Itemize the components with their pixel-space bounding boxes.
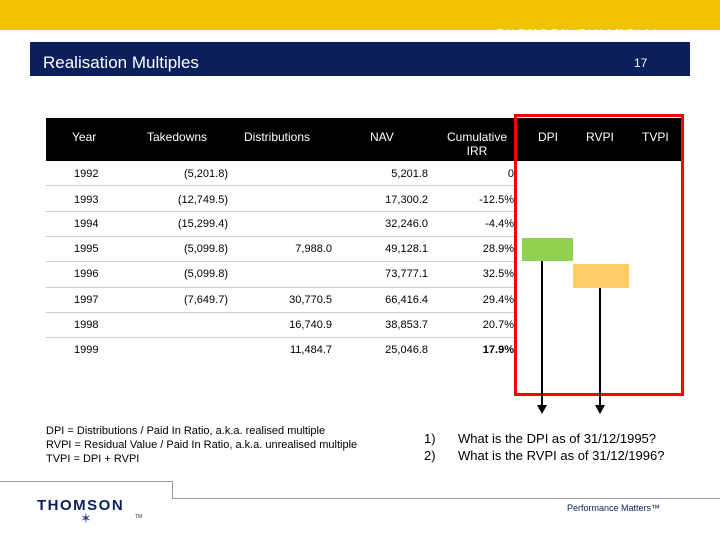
cumulative-irr-line1: Cumulative	[446, 130, 508, 144]
cell-irr: 20.7%	[482, 319, 514, 331]
rvpi-arrow-line	[599, 288, 601, 407]
question-2: What is the RVPI as of 31/12/1996?	[458, 448, 665, 463]
cell-nav: 73,777.1	[385, 268, 428, 280]
row-divider	[46, 185, 516, 186]
dpi-arrow-line	[541, 261, 543, 407]
page-number: 17	[634, 56, 648, 70]
question-1: What is the DPI as of 31/12/1995?	[458, 431, 657, 446]
row-divider	[46, 337, 516, 338]
cell-nav: 5,201.8	[391, 168, 428, 180]
col-header-nav: NAV	[370, 130, 394, 144]
col-header-tvpi: TVPI	[642, 130, 669, 144]
cell-nav: 25,046.8	[385, 344, 428, 356]
cell-irr: 0	[507, 168, 514, 180]
cell-takedowns: (5,099.8)	[183, 268, 228, 280]
brand-header-text: THOMSON FINANCIAL	[497, 28, 663, 39]
cell-takedowns: (15,299.4)	[177, 218, 228, 230]
cell-nav: 49,128.1	[385, 243, 428, 255]
footer-divider-left	[0, 481, 172, 482]
cell-nav: 17,300.2	[385, 194, 428, 206]
col-header-year: Year	[72, 130, 97, 144]
cell-year: 1993	[74, 194, 99, 206]
cell-year: 1997	[74, 294, 99, 306]
cell-distributions: 16,740.9	[289, 319, 332, 331]
cell-nav: 32,246.0	[385, 218, 428, 230]
cell-irr: 29.4%	[482, 294, 514, 306]
cell-irr: 32.5%	[482, 268, 514, 280]
cell-distributions: 30,770.5	[289, 294, 332, 306]
cell-year: 1999	[74, 344, 99, 356]
question-number-1: 1)	[424, 431, 436, 446]
top-yellow-band	[0, 0, 720, 30]
col-header-cumulative-irr	[440, 130, 514, 158]
cell-nav: 38,853.7	[385, 319, 428, 331]
cell-takedowns: (5,099.8)	[183, 243, 228, 255]
col-header-takedowns: Takedowns	[147, 130, 208, 144]
cell-year: 1996	[74, 268, 99, 280]
cell-distributions: 11,484.7	[289, 344, 332, 356]
cell-year: 1994	[74, 218, 99, 230]
cell-year: 1995	[74, 243, 99, 255]
footer-tagline: Performance Matters™	[567, 503, 661, 513]
cell-year: 1992	[74, 168, 99, 180]
definition-tvpi: TVPI = DPI + RVPI	[46, 453, 140, 465]
logo-trademark: TM	[135, 514, 143, 520]
definition-rvpi: RVPI = Residual Value / Paid In Ratio, a.k.a. unrealised multiple	[46, 439, 358, 451]
col-header-distributions: Distributions	[244, 130, 311, 144]
cell-nav: 66,416.4	[385, 294, 428, 306]
cumulative-irr-line2: IRR	[466, 144, 488, 158]
cell-year: 1998	[74, 319, 99, 331]
page-title: Realisation Multiples	[43, 53, 199, 72]
cell-takedowns: (12,749.5)	[177, 194, 228, 206]
row-divider	[46, 236, 516, 237]
cell-irr: -12.5%	[479, 194, 514, 206]
col-header-dpi: DPI	[538, 130, 559, 144]
cell-takedowns: (5,201.8)	[183, 168, 228, 180]
thomson-logo: THOMSON	[37, 497, 125, 514]
col-header-rvpi: RVPI	[586, 130, 614, 144]
row-divider	[46, 211, 516, 212]
dpi-arrow-head	[537, 405, 547, 414]
footer-divider-right	[172, 498, 720, 499]
cell-irr: 17.9%	[482, 344, 514, 356]
cell-distributions: 7,988.0	[295, 243, 332, 255]
logo-star-icon: ✶	[80, 510, 92, 526]
footer-divider-vertical	[172, 481, 173, 499]
row-divider	[46, 261, 516, 262]
definitions-block	[46, 424, 357, 466]
row-divider	[46, 312, 516, 313]
question-numbers	[424, 430, 436, 464]
definition-dpi: DPI = Distributions / Paid In Ratio, a.k.a. realised multiple	[46, 425, 326, 437]
row-divider	[46, 287, 516, 288]
questions-block	[458, 430, 664, 464]
question-number-2: 2)	[424, 448, 436, 463]
cell-takedowns: (7,649.7)	[183, 294, 228, 306]
cell-irr: 28.9%	[482, 243, 514, 255]
rvpi-arrow-head	[595, 405, 605, 414]
cell-irr: -4.4%	[485, 218, 514, 230]
